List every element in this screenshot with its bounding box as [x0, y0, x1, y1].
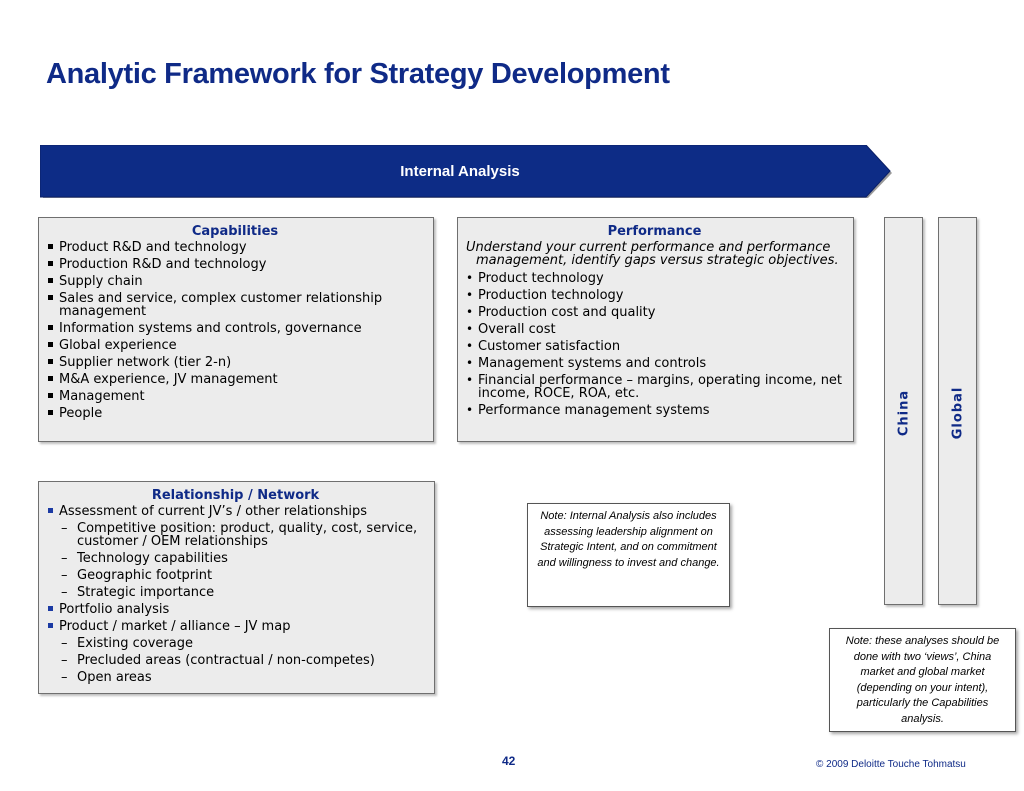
- performance-title: Performance: [607, 224, 702, 239]
- performance-list: [462, 272, 847, 417]
- list-item: Assessment of current JV’s / other relationships: [43, 505, 428, 518]
- copyright: © 2009 Deloitte Touche Tohmatsu: [816, 759, 966, 770]
- list-item: • Performance management systems: [462, 404, 847, 417]
- capabilities-title: Capabilities: [191, 224, 279, 239]
- list-item: Supply chain: [43, 275, 427, 288]
- relationship-list: [43, 505, 428, 684]
- list-item: • Production cost and quality: [462, 306, 847, 319]
- list-item: – Existing coverage: [43, 637, 428, 650]
- relationship-title: Relationship / Network: [151, 488, 320, 503]
- global-view-bar: [938, 217, 977, 605]
- page-number: 42: [502, 754, 516, 768]
- list-item: – Precluded areas (contractual / non-competes): [43, 654, 428, 667]
- list-item: Global experience: [43, 339, 427, 352]
- list-item: – Open areas: [43, 671, 428, 684]
- capabilities-box: [38, 217, 434, 442]
- list-item: Information systems and controls, governance: [43, 322, 427, 335]
- china-view-bar: [884, 217, 923, 605]
- list-item: • Management systems and controls: [462, 357, 847, 370]
- list-item: – Technology capabilities: [43, 552, 428, 565]
- list-item: People: [43, 407, 427, 420]
- page-title: Analytic Framework for Strategy Development: [46, 58, 670, 90]
- list-item: • Overall cost: [462, 323, 847, 336]
- list-item: Product R&D and technology: [43, 241, 427, 254]
- list-item: M&A experience, JV management: [43, 373, 427, 386]
- relationship-box: [38, 481, 435, 694]
- global-label: Global: [950, 386, 965, 440]
- list-item: Sales and service, complex customer relationship management: [43, 292, 427, 318]
- list-item: Product / market / alliance – JV map: [43, 620, 428, 633]
- list-item: • Financial performance – margins, operating income, net income, ROCE, ROA, etc.: [462, 374, 847, 400]
- list-item: Supplier network (tier 2-n): [43, 356, 427, 369]
- list-item: • Customer satisfaction: [462, 340, 847, 353]
- banner-label: Internal Analysis: [400, 163, 520, 180]
- list-item: • Product technology: [462, 272, 847, 285]
- list-item: – Geographic footprint: [43, 569, 428, 582]
- internal-analysis-note: Note: Internal Analysis also includes assessing leadership alignment on Strategic Intent, and on commitment and willingness to invest and change.: [527, 503, 730, 607]
- performance-box: [457, 217, 854, 442]
- list-item: Management: [43, 390, 427, 403]
- list-item: – Strategic importance: [43, 586, 428, 599]
- list-item: Portfolio analysis: [43, 603, 428, 616]
- performance-intro: Understand your current performance and performance management, identify gaps versus strategic objectives.: [466, 240, 839, 268]
- list-item: Production R&D and technology: [43, 258, 427, 271]
- china-label: China: [896, 389, 911, 437]
- list-item: – Competitive position: product, quality, cost, service, customer / OEM relationships: [43, 522, 428, 548]
- views-note: Note: these analyses should be done with two ‘views’, China market and global market (depending on your intent), particularly the Capabilities analysis.: [829, 628, 1016, 732]
- capabilities-list: [43, 241, 427, 420]
- list-item: • Production technology: [462, 289, 847, 302]
